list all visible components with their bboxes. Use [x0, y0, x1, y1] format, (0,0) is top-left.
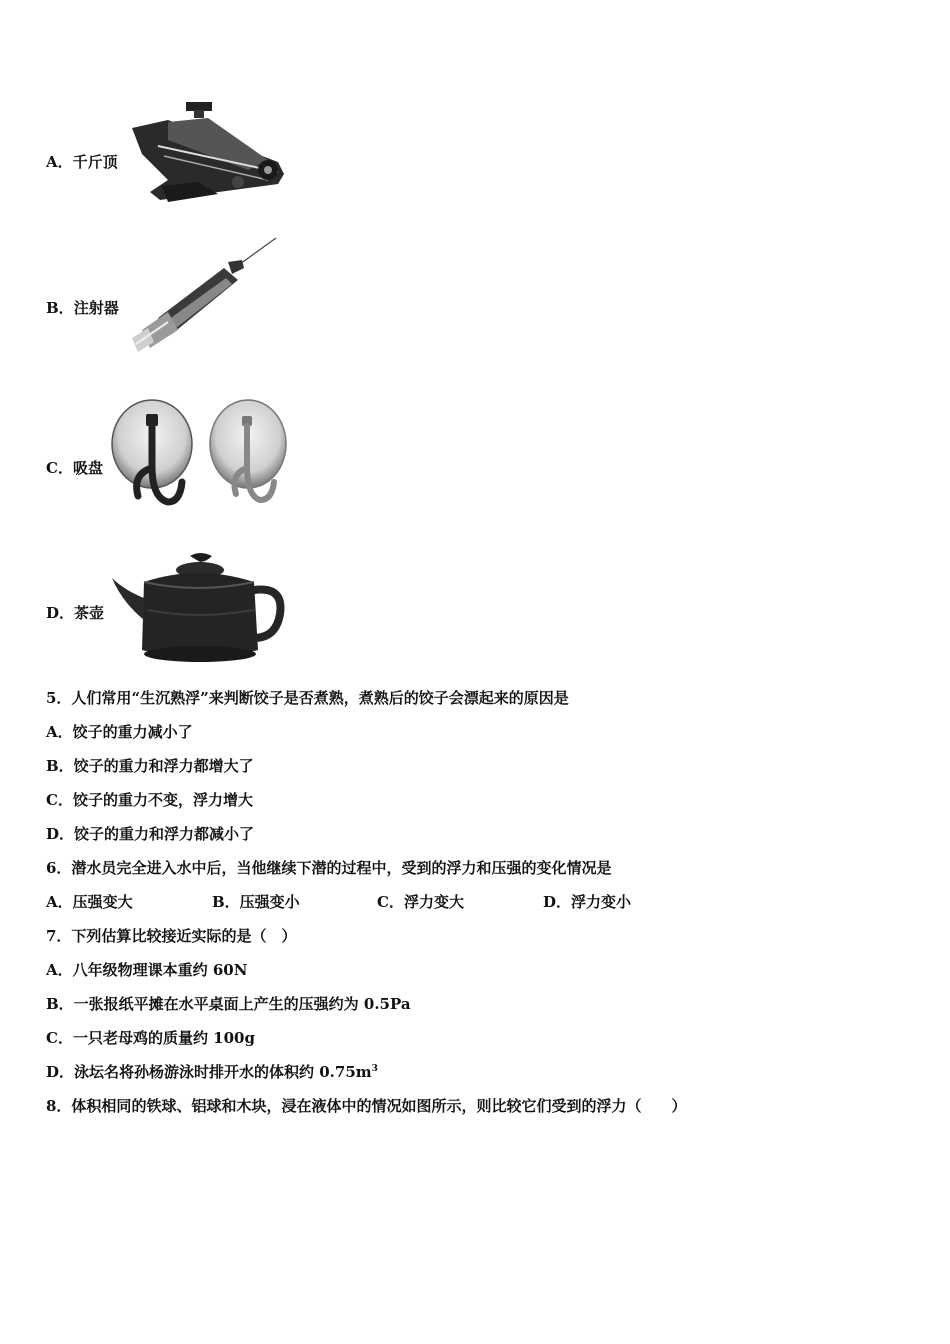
- q6-option-a: A．压强变大: [46, 893, 133, 911]
- q7-option-a: A．八年级物理课本重约 60N: [46, 961, 248, 979]
- q6-option-d: D．浮力变小: [543, 893, 632, 911]
- teapot-image: [108, 550, 286, 666]
- q6-option-b: B．压强变小: [212, 893, 300, 911]
- option-d-label: D．茶壶: [46, 604, 105, 622]
- q5-option-a: A．饺子的重力减小了: [46, 723, 193, 741]
- q6-option-c: C．浮力变大: [377, 893, 464, 911]
- option-a-label: A．千斤顶: [46, 153, 118, 171]
- option-c-label: C．吸盘: [46, 459, 103, 477]
- car-jack-image: [128, 100, 288, 204]
- superscript-3: 3: [371, 1064, 378, 1074]
- q5-option-c: C．饺子的重力不变，浮力增大: [46, 791, 253, 809]
- q7-option-c: C．一只老母鸡的质量约 100g: [46, 1029, 255, 1047]
- option-b-label: B．注射器: [46, 299, 119, 317]
- q7-stem: 7．下列估算比较接近实际的是（ ）: [46, 927, 297, 945]
- q6-stem: 6．潜水员完全进入水中后，当他继续下潜的过程中，受到的浮力和压强的变化情况是: [46, 859, 612, 877]
- q5-option-b: B．饺子的重力和浮力都增大了: [46, 757, 254, 775]
- syringe-image: [128, 234, 280, 354]
- q5-option-d: D．饺子的重力和浮力都减小了: [46, 825, 255, 843]
- q7-option-b: B．一张报纸平摊在水平桌面上产生的压强约为 0.5Pa: [46, 995, 411, 1013]
- q5-stem: 5．人们常用“生沉熟浮”来判断饺子是否煮熟，煮熟后的饺子会漂起来的原因是: [46, 689, 569, 707]
- q7-option-d: D．泳坛名将孙杨游泳时排开水的体积约 $0.75m^3$: [46, 1063, 378, 1081]
- q8-stem: 8．体积相同的铁球、铝球和木块，浸在液体中的情况如图所示，则比较它们受到的浮力（ ）: [46, 1097, 687, 1115]
- suction-cups-image: [108, 398, 288, 510]
